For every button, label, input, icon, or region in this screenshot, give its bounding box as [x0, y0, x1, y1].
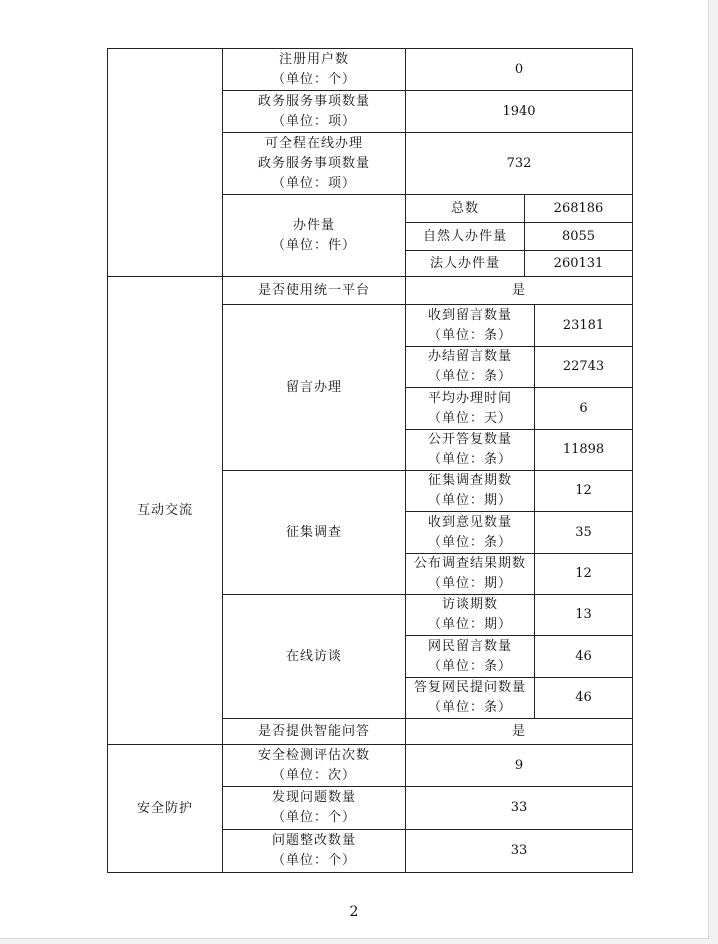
value-survey-periods: 12 — [535, 471, 633, 512]
label-interview-group: 在线访谈 — [223, 595, 406, 719]
value-security-assessments: 9 — [406, 745, 633, 787]
unit-line: （单位：期） — [427, 576, 512, 591]
label-survey-periods — [406, 471, 535, 512]
label-interview-messages — [406, 636, 535, 678]
label-line: 注册用户数 — [278, 51, 349, 67]
unit-line: （单位：项） — [271, 113, 356, 129]
label-line: 安全检测评估次数 — [257, 747, 370, 763]
unit-line: （单位：项） — [271, 175, 356, 191]
value-messages-avg-time: 6 — [535, 388, 633, 430]
label-security-assessments — [223, 745, 406, 787]
label-smart-qa: 是否提供智能问答 — [223, 719, 406, 745]
label-interview-periods — [406, 595, 535, 636]
unit-line: （单位：条） — [427, 369, 512, 384]
unit-line: （单位：条） — [427, 658, 512, 674]
label-line: 征集调查期数 — [427, 473, 512, 488]
label-line: 办结留言数量 — [427, 349, 512, 364]
unit-line: （单位：条） — [427, 452, 512, 467]
label-messages-received — [406, 305, 535, 347]
label-line: 政务服务事项数量 — [257, 93, 370, 109]
label-cases — [223, 195, 406, 277]
page-number: 2 — [349, 904, 359, 920]
unit-line: （单位：条） — [427, 700, 512, 715]
label-survey-opinions — [406, 512, 535, 554]
label-line: 收到留言数量 — [427, 307, 512, 323]
unit-line: （单位：个） — [271, 853, 356, 868]
value-interview-periods: 13 — [535, 595, 633, 636]
unit-line: （单位：期） — [427, 493, 512, 508]
unit-line: （单位：天） — [427, 410, 512, 426]
label-line: 办件量 — [292, 217, 335, 233]
label-survey-group: 征集调查 — [223, 471, 406, 595]
value-messages-public: 11898 — [535, 430, 633, 471]
value-survey-opinions: 35 — [535, 512, 633, 554]
value-cases-natural: 8055 — [525, 223, 633, 251]
label-cases-legal: 法人办件量 — [406, 251, 525, 277]
label-messages-public — [406, 430, 535, 471]
value-cases-total: 268186 — [525, 195, 633, 223]
label-line: 问题整改数量 — [271, 833, 356, 848]
label-line: 答复网民提问数量 — [413, 680, 526, 695]
label-security-fixed — [223, 830, 406, 873]
value-security-found: 33 — [406, 787, 633, 830]
label-cases-natural: 自然人办件量 — [406, 223, 525, 251]
label-line: 可全程在线办理 — [264, 135, 363, 151]
label-registered-users — [223, 49, 406, 91]
unit-line: （单位：件） — [271, 237, 356, 253]
value-messages-received: 23181 — [535, 305, 633, 347]
value-online-items: 732 — [406, 133, 633, 195]
label-line: 访谈期数 — [441, 597, 498, 612]
value-security-fixed: 33 — [406, 830, 633, 873]
section-cell-service — [108, 49, 223, 277]
label-line: 网民留言数量 — [427, 638, 512, 654]
value-smart-qa: 是 — [406, 719, 633, 745]
label-line: 公开答复数量 — [427, 432, 512, 447]
label-line: 发现问题数量 — [271, 790, 356, 805]
value-survey-results: 12 — [535, 554, 633, 595]
label-unified-platform: 是否使用统一平台 — [223, 277, 406, 305]
unit-line: （单位：个） — [271, 71, 356, 87]
unit-line: （单位：次） — [271, 767, 356, 783]
value-unified-platform: 是 — [406, 277, 633, 305]
section-cell-security: 安全防护 — [108, 745, 223, 873]
label-line: 公布调查结果期数 — [413, 556, 526, 571]
value-interview-messages: 46 — [535, 636, 633, 678]
value-registered-users: 0 — [406, 49, 633, 91]
label-online-items — [223, 133, 406, 195]
label-gov-items — [223, 91, 406, 133]
unit-line: （单位：期） — [427, 617, 512, 632]
label-survey-results — [406, 554, 535, 595]
value-cases-legal: 260131 — [525, 251, 633, 277]
label-cases-total: 总数 — [406, 195, 525, 223]
label-messages-closed — [406, 347, 535, 388]
unit-line: （单位：条） — [427, 534, 512, 550]
label-interview-answers — [406, 678, 535, 719]
value-gov-items: 1940 — [406, 91, 633, 133]
label-messages-group: 留言办理 — [223, 305, 406, 471]
label-line: 政务服务事项数量 — [257, 155, 370, 171]
value-messages-closed: 22743 — [535, 347, 633, 388]
unit-line: （单位：个） — [271, 810, 356, 825]
label-messages-avg-time — [406, 388, 535, 430]
label-line: 平均办理时间 — [427, 390, 512, 406]
section-cell-interaction: 互动交流 — [108, 277, 223, 745]
label-line: 收到意见数量 — [427, 514, 512, 530]
label-security-found — [223, 787, 406, 830]
unit-line: （单位：条） — [427, 327, 512, 343]
statistics-table — [107, 48, 633, 873]
value-interview-answers: 46 — [535, 678, 633, 719]
